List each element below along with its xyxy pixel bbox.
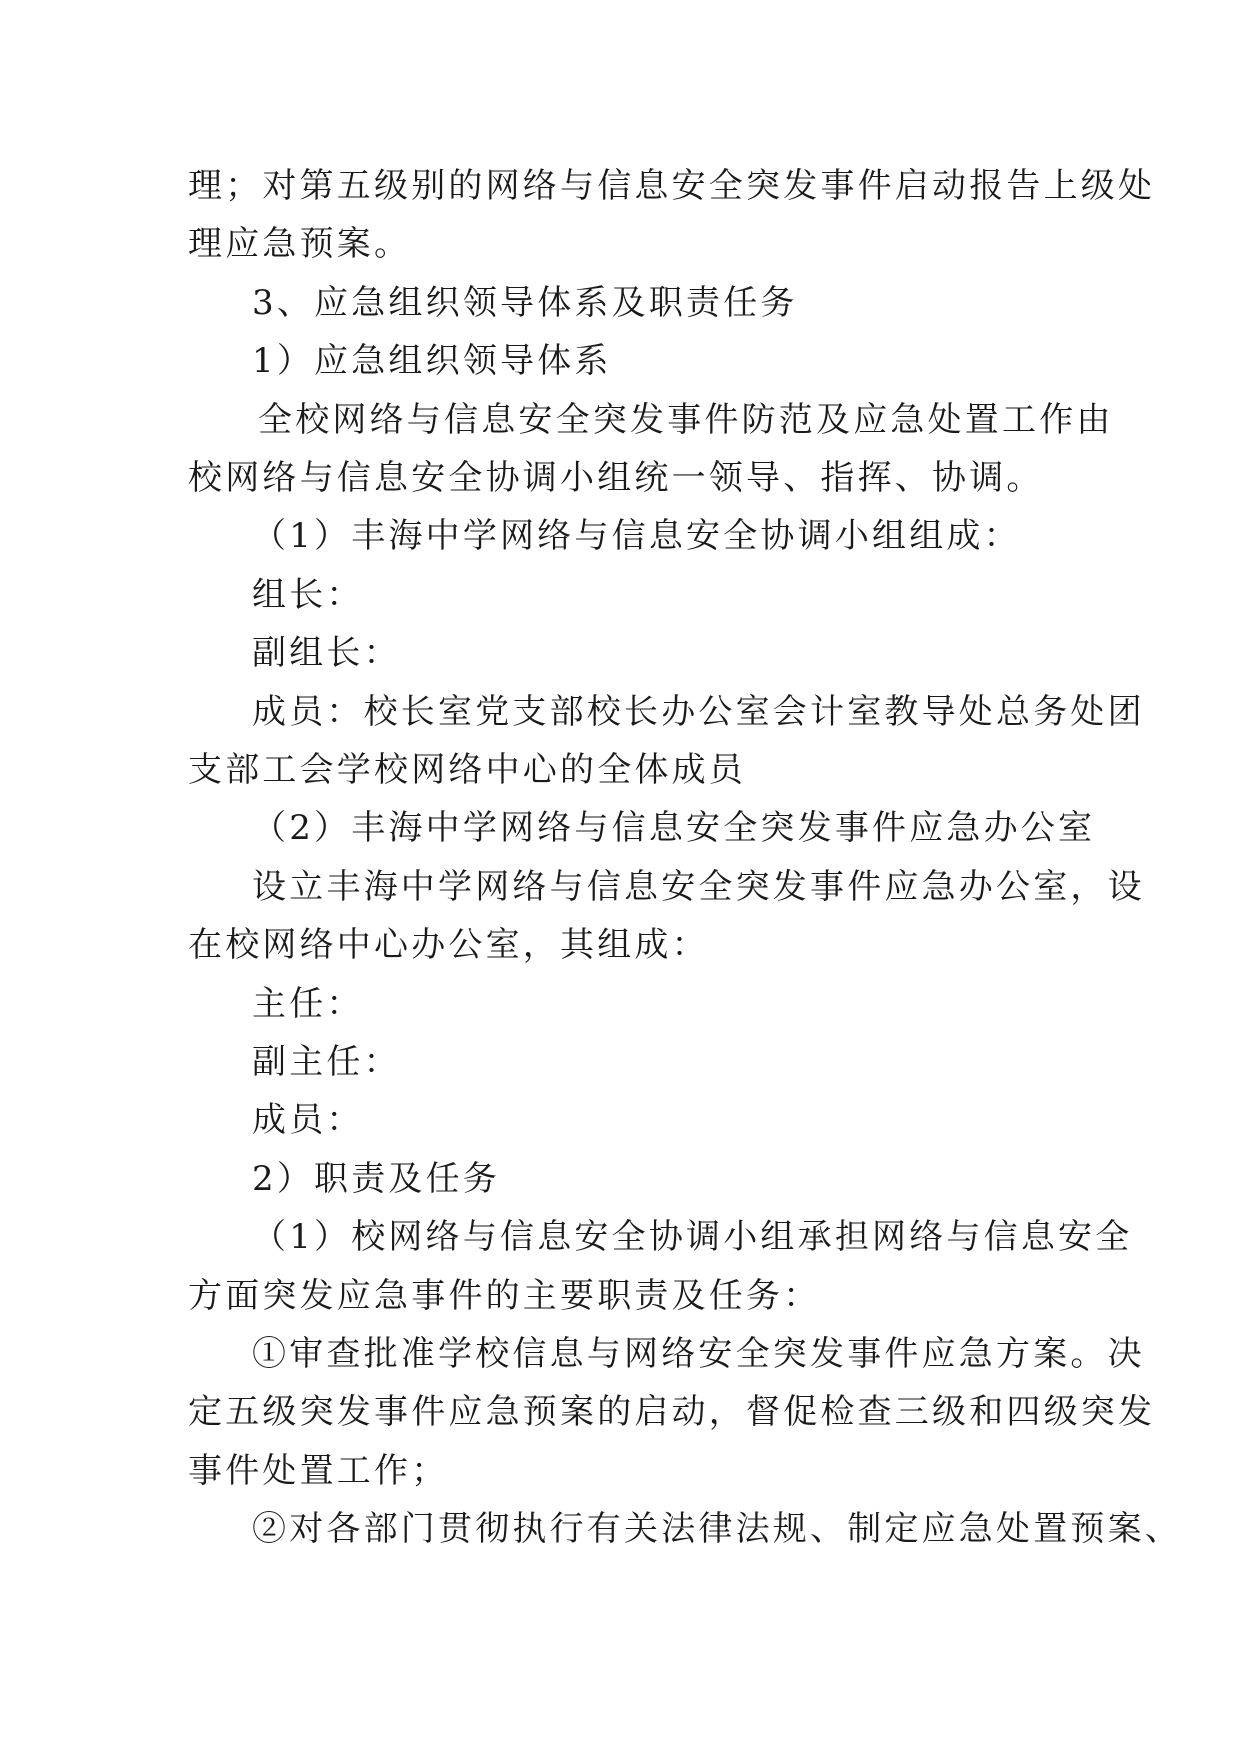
- paragraph-line: ②对各部门贯彻执行有关法律法规、制定应急处置预案、: [252, 1509, 1182, 1549]
- subsection-heading: 2）职责及任务: [252, 1159, 501, 1199]
- paragraph-line: 成员：校长室党支部校长办公室会计室教导处总务处团: [252, 692, 1145, 732]
- paragraph-line: 设立丰海中学网络与信息安全突发事件应急办公室，设: [252, 867, 1145, 907]
- paragraph-line: 理应急预案。: [188, 224, 412, 264]
- field-label: 成员：: [252, 1100, 364, 1140]
- paragraph-line: 方面突发应急事件的主要职责及任务：: [188, 1276, 821, 1316]
- list-heading: （1）丰海中学网络与信息安全协调小组组成：: [252, 516, 1021, 556]
- subsection-heading: 1）应急组织领导体系: [252, 341, 612, 381]
- paragraph-line: 全校网络与信息安全突发事件防范及应急处置工作由: [258, 400, 1114, 440]
- field-label: 组长：: [252, 575, 364, 615]
- paragraph-line: 在校网络中心办公室，其组成：: [188, 925, 709, 965]
- section-heading: 3、应急组织领导体系及职责任务: [252, 283, 798, 323]
- paragraph-line: 支部工会学校网络中心的全体成员: [188, 750, 746, 790]
- field-label: 副主任：: [252, 1042, 401, 1082]
- paragraph-line: 定五级突发事件应急预案的启动，督促检查三级和四级突发: [188, 1392, 1156, 1432]
- list-heading: （2）丰海中学网络与信息安全突发事件应急办公室: [252, 808, 1096, 848]
- field-label: 主任：: [252, 984, 364, 1024]
- paragraph-line: 事件处置工作；: [188, 1451, 449, 1491]
- paragraph-line: （1）校网络与信息安全协调小组承担网络与信息安全: [252, 1217, 1133, 1257]
- paragraph-line: ①审查批准学校信息与网络安全突发事件应急方案。决: [252, 1334, 1145, 1374]
- paragraph-line: 理；对第五级别的网络与信息安全突发事件启动报告上级处: [188, 166, 1156, 206]
- paragraph-line: 校网络与信息安全协调小组统一领导、指挥、协调。: [188, 458, 1044, 498]
- field-label: 副组长：: [252, 633, 401, 673]
